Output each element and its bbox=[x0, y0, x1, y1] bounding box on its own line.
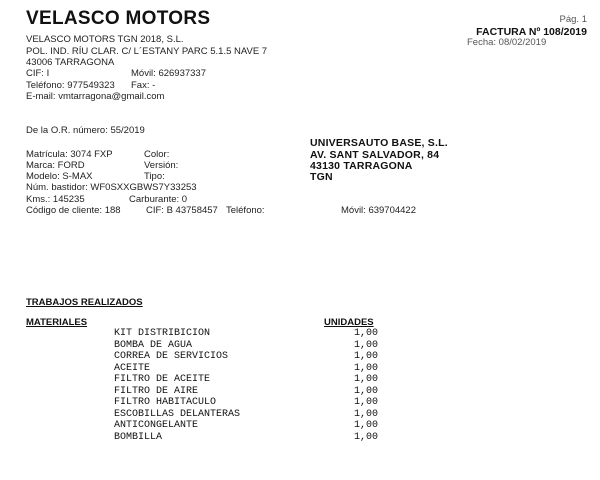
material-name: ACEITE bbox=[114, 363, 151, 374]
material-name: KIT DISTRIBICION bbox=[114, 328, 211, 339]
vehicle-kms: Kms.: 145235 bbox=[26, 194, 85, 205]
material-units: 1,00 bbox=[354, 374, 379, 385]
page-number: Pág. 1 bbox=[559, 14, 587, 25]
invoice-title: FACTURA Nº 108/2019 bbox=[476, 26, 587, 38]
material-units: 1,00 bbox=[354, 409, 379, 420]
customer-movil: Móvil: 639704422 bbox=[341, 205, 416, 216]
vehicle-color: Color: bbox=[144, 149, 170, 160]
company-telefono: Teléfono: 977549323 bbox=[26, 80, 115, 91]
customer-street: AV. SANT SALVADOR, 84 bbox=[310, 149, 440, 161]
material-name: FILTRO DE AIRE bbox=[114, 386, 199, 397]
company-cif: CIF: I bbox=[26, 68, 50, 79]
vehicle-tipo: Tipo: bbox=[144, 171, 165, 182]
material-name: BOMBILLA bbox=[114, 432, 163, 443]
company-movil: Móvil: 626937337 bbox=[131, 68, 206, 79]
material-units: 1,00 bbox=[354, 386, 379, 397]
material-units: 1,00 bbox=[354, 420, 379, 431]
customer-telefono: Teléfono: bbox=[226, 205, 265, 216]
company-fax: Fax: - bbox=[131, 80, 156, 91]
customer-name: UNIVERSAUTO BASE, S.L. bbox=[310, 137, 448, 149]
customer-cif: CIF: B 43758457 bbox=[146, 205, 218, 216]
vehicle-marca: Marca: FORD bbox=[26, 160, 85, 171]
material-name: BOMBA DE AGUA bbox=[114, 340, 193, 351]
material-units: 1,00 bbox=[354, 363, 379, 374]
customer-region: TGN bbox=[310, 171, 333, 183]
or-number: De la O.R. número: 55/2019 bbox=[26, 125, 145, 136]
invoice-date: Fecha: 08/02/2019 bbox=[467, 37, 547, 48]
material-units: 1,00 bbox=[354, 432, 379, 443]
customer-city: 43130 TARRAGONA bbox=[310, 160, 413, 172]
vehicle-carburante: Carburante: 0 bbox=[129, 194, 188, 205]
material-name: ESCOBILLAS DELANTERAS bbox=[114, 409, 241, 420]
material-name: FILTRO DE ACEITE bbox=[114, 374, 211, 385]
company-legal-name: VELASCO MOTORS TGN 2018, S.L. bbox=[26, 34, 184, 45]
material-name: ANTICONGELANTE bbox=[114, 420, 199, 431]
company-email: E-mail: vmtarragona@gmail.com bbox=[26, 91, 165, 102]
materials-header: MATERIALES bbox=[26, 317, 88, 328]
company-name: VELASCO MOTORS bbox=[26, 8, 211, 29]
units-header: UNIDADES bbox=[324, 317, 374, 328]
vehicle-version: Versión: bbox=[144, 160, 179, 171]
material-units: 1,00 bbox=[354, 351, 379, 362]
vehicle-modelo: Modelo: S-MAX bbox=[26, 171, 93, 182]
material-name: CORREA DE SERVICIOS bbox=[114, 351, 229, 362]
vehicle-matricula: Matrícula: 3074 FXP bbox=[26, 149, 113, 160]
vehicle-bastidor: Núm. bastidor: WF0SXXGBWS7Y33253 bbox=[26, 182, 197, 193]
material-units: 1,00 bbox=[354, 397, 379, 408]
company-address-line2: 43006 TARRAGONA bbox=[26, 57, 115, 68]
material-units: 1,00 bbox=[354, 340, 379, 351]
material-name: FILTRO HABITACULO bbox=[114, 397, 217, 408]
customer-code: Código de cliente: 188 bbox=[26, 205, 121, 216]
material-units: 1,00 bbox=[354, 328, 379, 339]
work-section-title: TRABAJOS REALIZADOS bbox=[26, 297, 143, 308]
company-address-line1: POL. IND. RÍU CLAR. C/ L´ESTANY PARC 5.1.5 NAVE 7 bbox=[26, 46, 268, 57]
